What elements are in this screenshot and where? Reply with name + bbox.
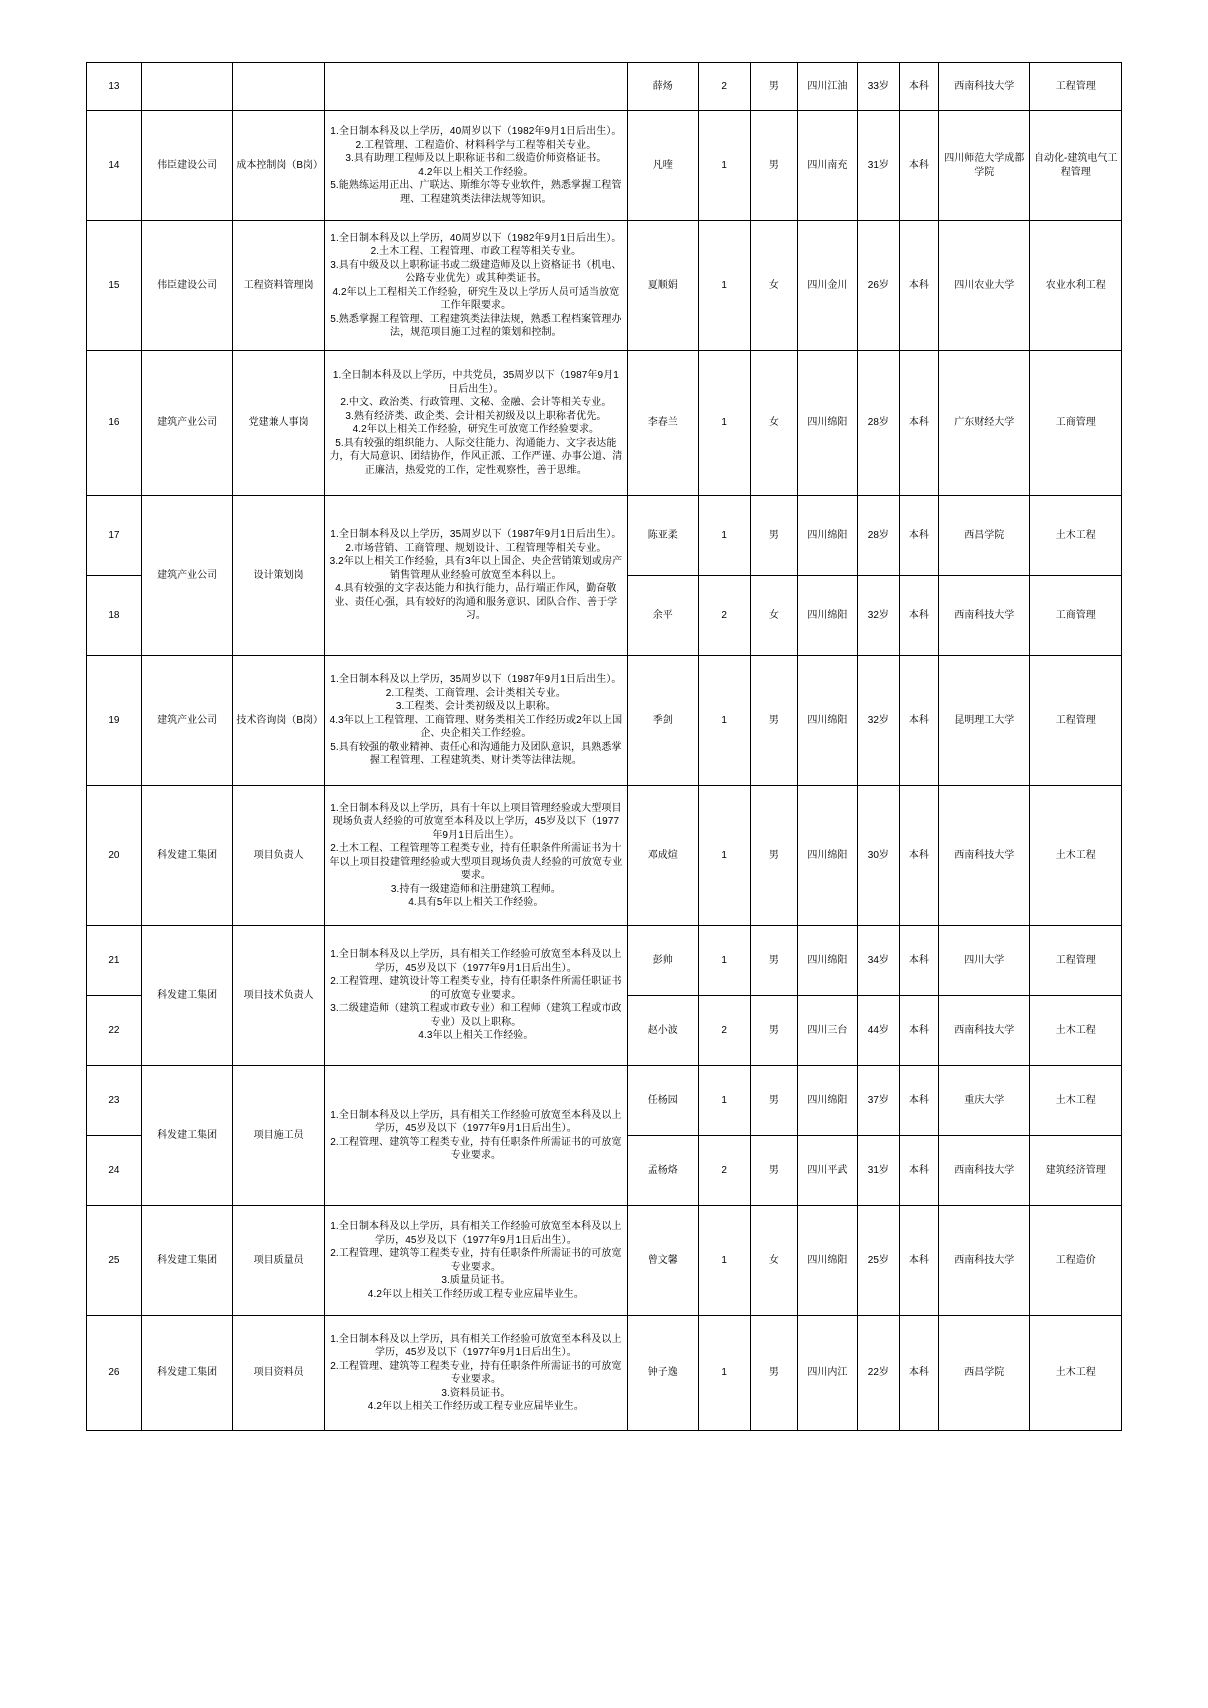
major: 工程管理 <box>1030 63 1122 111</box>
education: 本科 <box>899 1136 938 1206</box>
origin: 四川南充 <box>797 111 857 221</box>
school: 四川农业大学 <box>938 221 1029 351</box>
age: 28岁 <box>857 496 899 576</box>
origin: 四川绵阳 <box>797 1066 857 1136</box>
table-row <box>87 63 1122 111</box>
major: 土木工程 <box>1030 996 1122 1066</box>
gender: 男 <box>750 1136 797 1206</box>
age: 37岁 <box>857 1066 899 1136</box>
origin: 四川内江 <box>797 1316 857 1431</box>
age: 28岁 <box>857 351 899 496</box>
school: 西昌学院 <box>938 1316 1029 1431</box>
origin: 四川绵阳 <box>797 496 857 576</box>
company: 建筑产业公司 <box>141 351 232 496</box>
candidate-name: 季剑 <box>627 656 698 786</box>
gender: 男 <box>750 1316 797 1431</box>
school: 四川师范大学成都学院 <box>938 111 1029 221</box>
major: 自动化-建筑电气工程管理 <box>1030 111 1122 221</box>
requirement <box>324 351 627 496</box>
school: 西南科技大学 <box>938 996 1029 1066</box>
major: 建筑经济管理 <box>1030 1136 1122 1206</box>
company: 科发建工集团 <box>141 1066 232 1206</box>
post: 项目施工员 <box>233 1066 324 1206</box>
education: 本科 <box>899 1316 938 1431</box>
row-index: 22 <box>87 996 142 1066</box>
post: 项目质量员 <box>233 1206 324 1316</box>
school: 四川大学 <box>938 926 1029 996</box>
headcount: 1 <box>698 656 750 786</box>
candidate-name: 钟子逸 <box>627 1316 698 1431</box>
requirement <box>324 656 627 786</box>
requirement-text: 1.全日制本科及以上学历，40周岁以下（1982年9月1日后出生）。 2.土木工程、工程管理、市政工程等相关专业。 3.具有中级及以上职称证书或二级建造师及以上资格证书（机电、公路专业优先）或其种类证书。 4.2年以上工程相关工作经验，研究生及以上学历人员可适当放宽工作年限要求。 5.熟悉掌握工程管理、工程建筑类法律法规，熟悉工程档案管理办法，规范项目施工过程的策划和控制。 <box>330 232 622 338</box>
recruitment-table <box>86 62 1122 1431</box>
table-row <box>87 111 1122 221</box>
row-index: 19 <box>87 656 142 786</box>
education: 本科 <box>899 996 938 1066</box>
requirement-text: 1.全日制本科及以上学历，中共党员，35周岁以下（1987年9月1日后出生）。 2.中文、政治类、行政管理、文秘、金融、会计等相关专业。 3.熟有经济类、政企类、会计相关初级及以上职称者优先。 4.2年以上相关工作经验，研究生可放宽工作经验要求。 5.具有较强的组织能力、人际交往能力、沟通能力、文字表达能力，有大局意识、团结协作，作风正派、工作严谨、办事公道、清正廉洁，热爱党的工作，定性观察性，善于思维。 <box>329 370 623 476</box>
age: 30岁 <box>857 786 899 926</box>
headcount: 2 <box>698 576 750 656</box>
row-index: 25 <box>87 1206 142 1316</box>
requirement-text: 1.全日制本科及以上学历，具有相关工作经验可放宽至本科及以上学历，45岁及以下（1977年9月1日后出生）。 2.工程管理、建筑设计等工程类专业，持有任职条件所需任职证书的可放宽专业要求。 3.二级建造师（建筑工程或市政专业）和工程师（建筑工程或市政专业）及以上职称。 4.3年以上相关工作经验。 <box>330 949 622 1042</box>
gender: 男 <box>750 1066 797 1136</box>
school: 西南科技大学 <box>938 1206 1029 1316</box>
table-row <box>87 496 1122 576</box>
major: 工商管理 <box>1030 576 1122 656</box>
origin: 四川绵阳 <box>797 786 857 926</box>
requirement-text: 1.全日制本科及以上学历，具有相关工作经验可放宽至本科及以上学历，45岁及以下（1977年9月1日后出生）。 2.工程管理、建筑等工程类专业，持有任职条件所需证书的可放宽专业要求。 3.资料员证书。 4.2年以上相关工作经历或工程专业应届毕业生。 <box>330 1333 622 1412</box>
origin: 四川绵阳 <box>797 1206 857 1316</box>
candidate-name: 邓成煊 <box>627 786 698 926</box>
candidate-name: 凡喹 <box>627 111 698 221</box>
origin: 四川平武 <box>797 1136 857 1206</box>
age: 26岁 <box>857 221 899 351</box>
major: 土木工程 <box>1030 786 1122 926</box>
company: 建筑产业公司 <box>141 496 232 656</box>
education: 本科 <box>899 786 938 926</box>
candidate-name: 余平 <box>627 576 698 656</box>
row-index: 14 <box>87 111 142 221</box>
post: 项目资料员 <box>233 1316 324 1431</box>
major: 土木工程 <box>1030 1316 1122 1431</box>
school: 广东财经大学 <box>938 351 1029 496</box>
school: 西南科技大学 <box>938 63 1029 111</box>
major: 工商管理 <box>1030 351 1122 496</box>
education: 本科 <box>899 1206 938 1316</box>
row-index: 23 <box>87 1066 142 1136</box>
age: 32岁 <box>857 576 899 656</box>
post: 项目技术负责人 <box>233 926 324 1066</box>
company: 建筑产业公司 <box>141 656 232 786</box>
requirement-text: 1.全日制本科及以上学历，具有十年以上项目管理经验或大型项目现场负责人经验的可放宽至本科及以上学历，45岁及以下（1977年9月1日后出生）。 2.土木工程、工程管理等工程类专业，持有任职条件所需证书为十年以上项目投建管理经验或大型项目现场负责人经验的可放宽专业要求。 3.持有一级建造师和注册建筑工程师。 4.具有5年以上相关工作经验。 <box>329 802 623 908</box>
education: 本科 <box>899 63 938 111</box>
age: 44岁 <box>857 996 899 1066</box>
origin: 四川绵阳 <box>797 926 857 996</box>
requirement <box>324 926 627 1066</box>
requirement-text: 1.全日制本科及以上学历，40周岁以下（1982年9月1日后出生）。 2.工程管理、工程造价、材料科学与工程等相关专业。 3.具有助理工程师及以上职称证书和二级造价师资格证书。 4.2年以上相关工作经验。 5.能熟练运用正出、广联达、斯维尔等专业软件，熟悉掌握工程管理、工程建筑类法律法规等知识。 <box>330 126 622 205</box>
gender: 男 <box>750 996 797 1066</box>
education: 本科 <box>899 1066 938 1136</box>
major: 土木工程 <box>1030 1066 1122 1136</box>
requirement <box>324 111 627 221</box>
candidate-name: 薛炀 <box>627 63 698 111</box>
headcount: 1 <box>698 786 750 926</box>
candidate-name: 曾文馨 <box>627 1206 698 1316</box>
education: 本科 <box>899 351 938 496</box>
education: 本科 <box>899 221 938 351</box>
candidate-name: 任杨园 <box>627 1066 698 1136</box>
age: 22岁 <box>857 1316 899 1431</box>
gender: 女 <box>750 1206 797 1316</box>
table-row <box>87 351 1122 496</box>
school: 重庆大学 <box>938 1066 1029 1136</box>
age: 31岁 <box>857 111 899 221</box>
gender: 女 <box>750 221 797 351</box>
origin: 四川江油 <box>797 63 857 111</box>
row-index: 21 <box>87 926 142 996</box>
table-row <box>87 926 1122 996</box>
school: 西南科技大学 <box>938 786 1029 926</box>
age: 32岁 <box>857 656 899 786</box>
gender: 女 <box>750 351 797 496</box>
education: 本科 <box>899 926 938 996</box>
requirement <box>324 496 627 656</box>
row-index: 24 <box>87 1136 142 1206</box>
company: 伟臣建设公司 <box>141 221 232 351</box>
headcount: 2 <box>698 996 750 1066</box>
row-index: 17 <box>87 496 142 576</box>
school: 西昌学院 <box>938 496 1029 576</box>
row-index: 26 <box>87 1316 142 1431</box>
requirement-text: 1.全日制本科及以上学历，具有相关工作经验可放宽至本科及以上学历，45岁及以下（1977年9月1日后出生）。 2.工程管理、建筑等工程类专业，持有任职条件所需证书的可放宽专业要求。 <box>330 1109 622 1161</box>
requirement-text: 1.全日制本科及以上学历，35周岁以下（1987年9月1日后出生）。 2.市场营销、工商管理、规划设计、工程管理等相关专业。 3.2年以上相关工作经验，具有3年以上国企、央企营销策划或房产销售管理从业经验可放宽至本科以上。 4.具有较强的文字表达能力和执行能力，品行端正作风，勤奋敬业、责任心强，具有较好的沟通和服务意识、团队合作、善于学习。 <box>329 529 623 622</box>
post: 党建兼人事岗 <box>233 351 324 496</box>
requirement <box>324 1206 627 1316</box>
requirement <box>324 221 627 351</box>
major: 农业水利工程 <box>1030 221 1122 351</box>
table-row <box>87 1066 1122 1136</box>
gender: 男 <box>750 786 797 926</box>
origin: 四川绵阳 <box>797 656 857 786</box>
gender: 男 <box>750 656 797 786</box>
education: 本科 <box>899 576 938 656</box>
company: 科发建工集团 <box>141 1206 232 1316</box>
origin: 四川金川 <box>797 221 857 351</box>
age: 31岁 <box>857 1136 899 1206</box>
school: 昆明理工大学 <box>938 656 1029 786</box>
headcount: 1 <box>698 221 750 351</box>
table-row <box>87 1316 1122 1431</box>
headcount: 1 <box>698 1206 750 1316</box>
requirement-text: 1.全日制本科及以上学历，35周岁以下（1987年9月1日后出生）。 2.工程类、工商管理、会计类相关专业。 3.工程类、会计类初级及以上职称。 4.3年以上工程管理、工商管理、财务类相关工作经历或2年以上国企、央企相关工作经验。 5.具有较强的敬业精神、责任心和沟通能力及团队意识，具熟悉掌握工程管理、工程建筑类、财计类等法律法规。 <box>329 674 623 767</box>
gender: 男 <box>750 111 797 221</box>
headcount: 1 <box>698 111 750 221</box>
requirement <box>324 1066 627 1206</box>
candidate-name: 李春兰 <box>627 351 698 496</box>
origin: 四川三台 <box>797 996 857 1066</box>
row-index: 20 <box>87 786 142 926</box>
candidate-name: 彭帅 <box>627 926 698 996</box>
candidate-name: 赵小波 <box>627 996 698 1066</box>
major: 工程管理 <box>1030 656 1122 786</box>
headcount: 2 <box>698 63 750 111</box>
candidate-name: 孟杨烙 <box>627 1136 698 1206</box>
age: 34岁 <box>857 926 899 996</box>
company: 科发建工集团 <box>141 926 232 1066</box>
major: 工程造价 <box>1030 1206 1122 1316</box>
row-index: 18 <box>87 576 142 656</box>
gender: 男 <box>750 63 797 111</box>
row-index: 13 <box>87 63 142 111</box>
education: 本科 <box>899 496 938 576</box>
gender: 男 <box>750 926 797 996</box>
education: 本科 <box>899 656 938 786</box>
post-cell-continued <box>233 63 324 111</box>
major: 土木工程 <box>1030 496 1122 576</box>
company: 科发建工集团 <box>141 786 232 926</box>
school: 西南科技大学 <box>938 1136 1029 1206</box>
headcount: 1 <box>698 1066 750 1136</box>
post: 工程资料管理岗 <box>233 221 324 351</box>
headcount: 2 <box>698 1136 750 1206</box>
table-row <box>87 1206 1122 1316</box>
requirement <box>324 1316 627 1431</box>
age: 33岁 <box>857 63 899 111</box>
requirement-text: 1.全日制本科及以上学历，具有相关工作经验可放宽至本科及以上学历，45岁及以下（1977年9月1日后出生）。 2.工程管理、建筑等工程类专业，持有任职条件所需证书的可放宽专业要求。 3.质量员证书。 4.2年以上相关工作经历或工程专业应届毕业生。 <box>330 1221 622 1300</box>
education: 本科 <box>899 111 938 221</box>
gender: 女 <box>750 576 797 656</box>
headcount: 1 <box>698 351 750 496</box>
company-cell-continued <box>141 63 232 111</box>
age: 25岁 <box>857 1206 899 1316</box>
origin: 四川绵阳 <box>797 576 857 656</box>
headcount: 1 <box>698 926 750 996</box>
major: 工程管理 <box>1030 926 1122 996</box>
requirement <box>324 786 627 926</box>
post: 技术咨询岗（B岗） <box>233 656 324 786</box>
candidate-name: 陈亚柔 <box>627 496 698 576</box>
row-index: 15 <box>87 221 142 351</box>
table-row <box>87 786 1122 926</box>
table-row <box>87 656 1122 786</box>
table-row <box>87 221 1122 351</box>
headcount: 1 <box>698 1316 750 1431</box>
school: 西南科技大学 <box>938 576 1029 656</box>
gender: 男 <box>750 496 797 576</box>
company: 伟臣建设公司 <box>141 111 232 221</box>
origin: 四川绵阳 <box>797 351 857 496</box>
headcount: 1 <box>698 496 750 576</box>
post: 成本控制岗（B岗） <box>233 111 324 221</box>
requirement-cell-continued <box>324 63 627 111</box>
row-index: 16 <box>87 351 142 496</box>
company: 科发建工集团 <box>141 1316 232 1431</box>
post: 项目负责人 <box>233 786 324 926</box>
post: 设计策划岗 <box>233 496 324 656</box>
candidate-name: 夏顺娟 <box>627 221 698 351</box>
